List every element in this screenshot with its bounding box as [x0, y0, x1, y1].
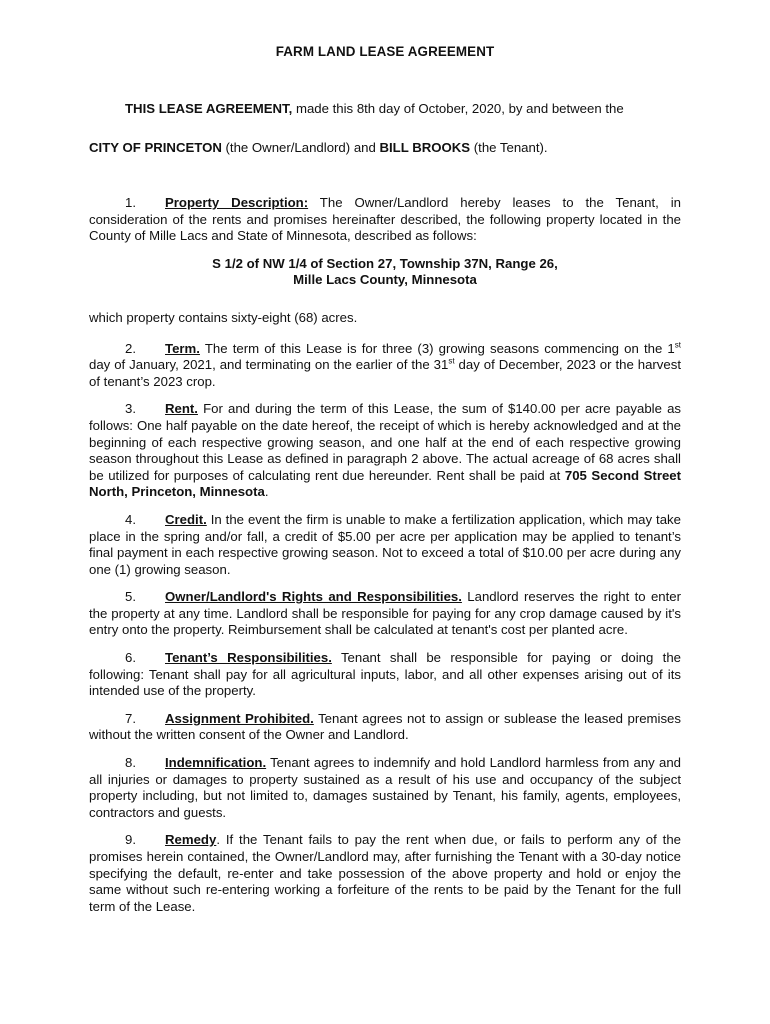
section-2-text-c: day of December, 2023 or the harvest of tenant’s 2023 crop.: [89, 357, 681, 389]
section-7: [89, 711, 681, 744]
section-6-heading: Tenant’s Responsibilities.: [165, 650, 332, 666]
section-2: [89, 341, 681, 391]
section-5-number: 5.: [125, 589, 136, 605]
section-1-number: 1.: [125, 195, 136, 210]
section-8: [89, 755, 681, 821]
acres-statement: which property contains sixty-eight (68) acres.: [89, 309, 358, 325]
lease-document: [89, 44, 681, 926]
section-9-text: . If the Tenant fails to pay the rent when due, or fails to perform any of the promises herein contained, the Owner/Landlord may, after furnishing the Tenant with a 30-day notice specifying the default, re-enter and take possession of the above property and hold or enjoy the same without such re-entering working a forfeiture of the rents to be paid by the Tenant for the full term of the Lease.: [89, 832, 681, 914]
section-4: [89, 512, 681, 578]
section-3-text: For and during the term of this Lease, the sum of $140.00 per acre payable as follows: One half payable on the date hereof, the receipt of which is hereby acknowledged and at the beginning of each respective growing season, and one half at the end of each respective growing season throughout this Lease as defined in paragraph 2 above. The actual acreage of 68 acres shall be utilized for purposes of calculating rent due hereunder. Rent shall be paid at: [89, 401, 681, 483]
intro-text-3: (the Tenant).: [470, 140, 548, 155]
section-3-number: 3.: [125, 401, 136, 417]
owner-name: CITY OF PRINCETON: [89, 140, 222, 155]
section-8-number: 8.: [125, 755, 136, 771]
section-4-heading: Credit.: [165, 511, 207, 527]
section-5-heading: Owner/Landlord's Rights and Responsibilities.: [165, 589, 462, 605]
section-1: [89, 195, 681, 245]
section-8-text: Tenant agrees to indemnify and hold Landlord harmless from any and all injuries or damages to property sustained as a result of his use and occupancy of the subject property including, but not limited to, damages sustained by Tenant, his family, agents, employees, contractors and guests.: [89, 755, 681, 820]
section-6-text: Tenant shall be responsible for paying or doing the following: Tenant shall pay for all agricultural inputs, labor, and all other expenses arising out of its intended use of the property.: [89, 650, 681, 699]
section-2-heading: Term.: [165, 340, 200, 356]
section-2-sup-b: st: [448, 356, 455, 366]
section-7-text: Tenant agrees not to assign or sublease the leased premises without the written consent of the Owner and Landlord.: [89, 710, 681, 743]
tenant-name: BILL BROOKS: [379, 140, 471, 155]
section-2-text-a: The term of this Lease is for three (3) growing seasons commencing on the 1: [199, 340, 675, 356]
section-2-number: 2.: [125, 340, 136, 356]
section-6-number: 6.: [125, 650, 136, 666]
section-4-number: 4.: [125, 511, 136, 527]
section-5-text: Landlord reserves the right to enter the property at any time. Landlord shall be responsible for paying for any crop damage caused by it's entry onto the property. Reimbursement shall be calculated at tenant's cost per planted acre.: [89, 589, 681, 638]
section-9-number: 9.: [125, 832, 136, 848]
section-7-number: 7.: [125, 710, 136, 726]
section-5: [89, 589, 681, 639]
payment-address: 705 Second Street North, Princeton, Minnesota: [89, 467, 682, 500]
section-2-sup-a: st: [674, 340, 681, 350]
section-1-text: The Owner/Landlord hereby leases to the Tenant, in consideration of the rents and promises hereinafter described, the following property located in the County of Mille Lacs and State of Minnesota, described as follows:: [89, 195, 681, 244]
document-title: FARM LAND LEASE AGREEMENT: [275, 44, 495, 59]
legal-description: [89, 256, 681, 289]
section-2-text-b: day of January, 2021, and terminating on the earlier of the 31: [89, 357, 449, 373]
intro-text-2: (the Owner/Landlord) and: [221, 140, 380, 155]
section-1-heading: Property Description:: [165, 195, 309, 210]
intro-lead: THIS LEASE AGREEMENT,: [125, 101, 293, 116]
section-7-heading: Assignment Prohibited.: [165, 710, 314, 726]
section-6: [89, 650, 681, 700]
section-3-heading: Rent.: [165, 401, 198, 417]
section-9: [89, 832, 681, 915]
section-3-end: .: [264, 484, 269, 500]
section-9-heading: Remedy: [165, 832, 217, 848]
legal-line-1: S 1/2 of NW 1/4 of Section 27, Township 37N, Range 26,: [212, 255, 558, 271]
legal-line-2: Mille Lacs County, Minnesota: [293, 272, 477, 288]
intro-paragraph: [89, 89, 681, 167]
section-3: [89, 401, 681, 501]
section-4-text: In the event the firm is unable to make a fertilization application, which may take place in the spring and/or fall, a credit of $5.00 per acre per application may be applied to tenant’s final payment in each respective growing season. Not to exceed a total of $10.00 per acre during any one (1) growing season.: [89, 511, 681, 577]
intro-text-1: made this 8th day of October, 2020, by and between the: [292, 101, 624, 116]
section-8-heading: Indemnification.: [165, 755, 267, 771]
